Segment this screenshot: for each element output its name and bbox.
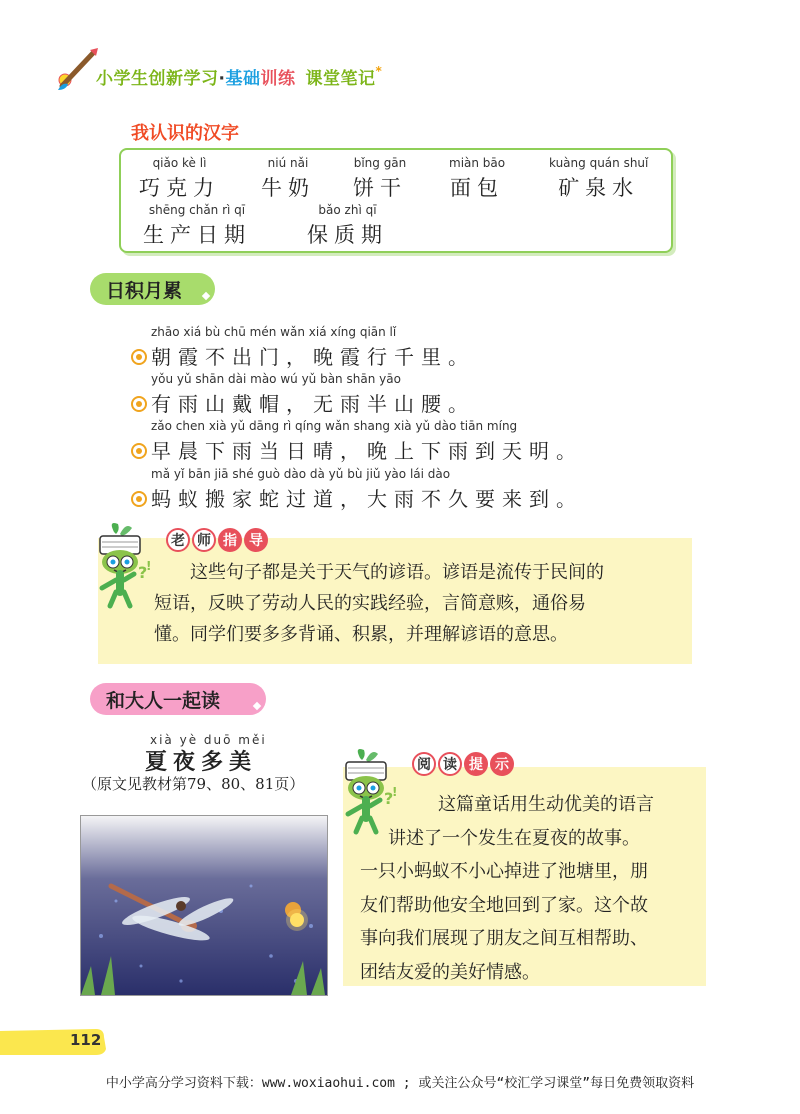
badge: 示 xyxy=(490,752,514,776)
badge: 提 xyxy=(464,752,488,776)
word-pinyin: miàn bāo xyxy=(449,156,506,170)
word-pinyin: bǎo zhì qī xyxy=(318,203,377,217)
badge: 导 xyxy=(244,528,268,552)
proverb-pinyin: zhāo xiá bù chū mén wǎn xiá xíng qiān lǐ xyxy=(151,325,397,339)
svg-text:?: ? xyxy=(384,789,394,808)
story-title: 夏夜多美 xyxy=(145,749,258,775)
night-illustration xyxy=(80,815,328,996)
badge: 师 xyxy=(192,528,216,552)
proverb-pinyin: yǒu yǔ shān dài mào wú yǔ bàn shān yāo xyxy=(151,372,401,386)
bullet-icon xyxy=(131,396,147,412)
teacher-line: 这些句子都是关于天气的谚语。谚语是流传于民间的 xyxy=(190,562,604,583)
word-hanzi: 矿泉水 xyxy=(558,176,640,200)
mascot-icon xyxy=(86,522,156,612)
word-item xyxy=(139,156,220,202)
word-pinyin: niú nǎi xyxy=(267,156,309,170)
proverb-pinyin: zǎo chen xià yǔ dāng rì qíng wǎn shang xià yǔ dào tiān míng xyxy=(151,419,518,433)
hint-line: 一只小蚂蚁不小心掉进了池塘里，朋 xyxy=(360,861,648,882)
bullet-icon xyxy=(131,491,147,507)
word-hanzi: 牛奶 xyxy=(261,176,315,200)
hint-line: 事向我们展现了朋友之间互相帮助、 xyxy=(360,928,648,949)
header-part3: 训练 xyxy=(260,69,296,89)
accumulate-title-text: 日积月累 xyxy=(106,279,183,302)
hint-line: 友们帮助他安全地回到了家。这个故 xyxy=(360,894,648,916)
header-dot: · xyxy=(218,69,226,89)
bullet-icon xyxy=(131,349,147,365)
word-hanzi: 饼干 xyxy=(353,176,407,200)
story-pinyin: xià yè duō měi xyxy=(150,733,267,747)
word-item xyxy=(549,156,648,202)
word-hanzi: 面包 xyxy=(450,176,505,200)
proverb-hanzi: 早晨下雨当日晴，晚上下雨到天明。 xyxy=(151,439,583,463)
teacher-line: 懂。同学们要多多背诵、积累，并理解谚语的意思。 xyxy=(154,624,568,645)
accumulate-section-title xyxy=(90,273,215,305)
svg-text:?: ? xyxy=(138,563,148,582)
proverb-hanzi: 朝霞不出门，晚霞行千里。 xyxy=(151,345,475,369)
header-star: * xyxy=(375,64,383,78)
read-section-title xyxy=(90,683,266,715)
hint-line: 团结友爱的美好情感。 xyxy=(360,961,540,983)
word-box xyxy=(119,148,673,253)
word-hanzi: 保质期 xyxy=(307,223,388,247)
proverb-pinyin: mǎ yǐ bān jiā shé guò dào dà yǔ bù jiǔ yào lái dào xyxy=(151,467,451,481)
badge: 读 xyxy=(438,752,462,776)
word-item xyxy=(353,156,407,202)
header-part2: 基础 xyxy=(225,69,261,89)
know-section-title: 我认识的汉字 xyxy=(131,123,239,144)
word-pinyin: kuàng quán shuǐ xyxy=(549,156,649,170)
word-item xyxy=(449,156,505,202)
footer-text: 中小学高分学习资料下载：www.woxiaohui.com ; 或关注公众号“校汇学习课堂”每日免费领取资料 xyxy=(105,1076,695,1091)
bullet-icon xyxy=(131,443,147,459)
page-number: 112 xyxy=(70,1031,102,1049)
teacher-line: 短语，反映了劳动人民的实践经验，言简意赅，通俗易 xyxy=(154,593,586,614)
pill-decoration xyxy=(202,292,210,300)
word-item xyxy=(143,203,251,249)
hint-line: 讲述了一个发生在夏夜的故事。 xyxy=(388,827,640,849)
badge: 指 xyxy=(218,528,242,552)
header-title xyxy=(96,64,382,89)
header-part4: 课堂笔记 xyxy=(305,69,376,89)
word-item xyxy=(261,156,315,202)
word-hanzi: 巧克力 xyxy=(139,176,220,200)
word-pinyin: shēng chǎn rì qī xyxy=(148,203,246,217)
badge: 老 xyxy=(166,528,190,552)
word-hanzi: 生产日期 xyxy=(143,223,251,247)
proverb-hanzi: 蚂蚁搬家蛇过道，大雨不久要来到。 xyxy=(151,487,583,511)
svg-text:!: ! xyxy=(146,559,152,573)
reading-hint-badges xyxy=(412,752,514,776)
word-item xyxy=(307,203,388,249)
read-title-text: 和大人一起读 xyxy=(106,689,221,712)
word-pinyin: qiǎo kè lì xyxy=(152,156,207,170)
teacher-guide-text xyxy=(150,557,680,650)
pill-decoration xyxy=(253,702,261,710)
brush-logo xyxy=(54,46,100,92)
svg-text:!: ! xyxy=(392,785,398,799)
teacher-guide-badges xyxy=(166,528,268,552)
badge: 阅 xyxy=(412,752,436,776)
header-part1: 小学生创新学习 xyxy=(96,69,219,89)
word-pinyin: bǐng gān xyxy=(353,156,407,170)
proverb-hanzi: 有雨山戴帽，无雨半山腰。 xyxy=(151,392,475,416)
reading-hint-text xyxy=(360,788,700,989)
hint-line: 这篇童话用生动优美的语言 xyxy=(438,794,654,815)
story-source-note: （原文见教材第79、80、81页） xyxy=(82,775,305,793)
